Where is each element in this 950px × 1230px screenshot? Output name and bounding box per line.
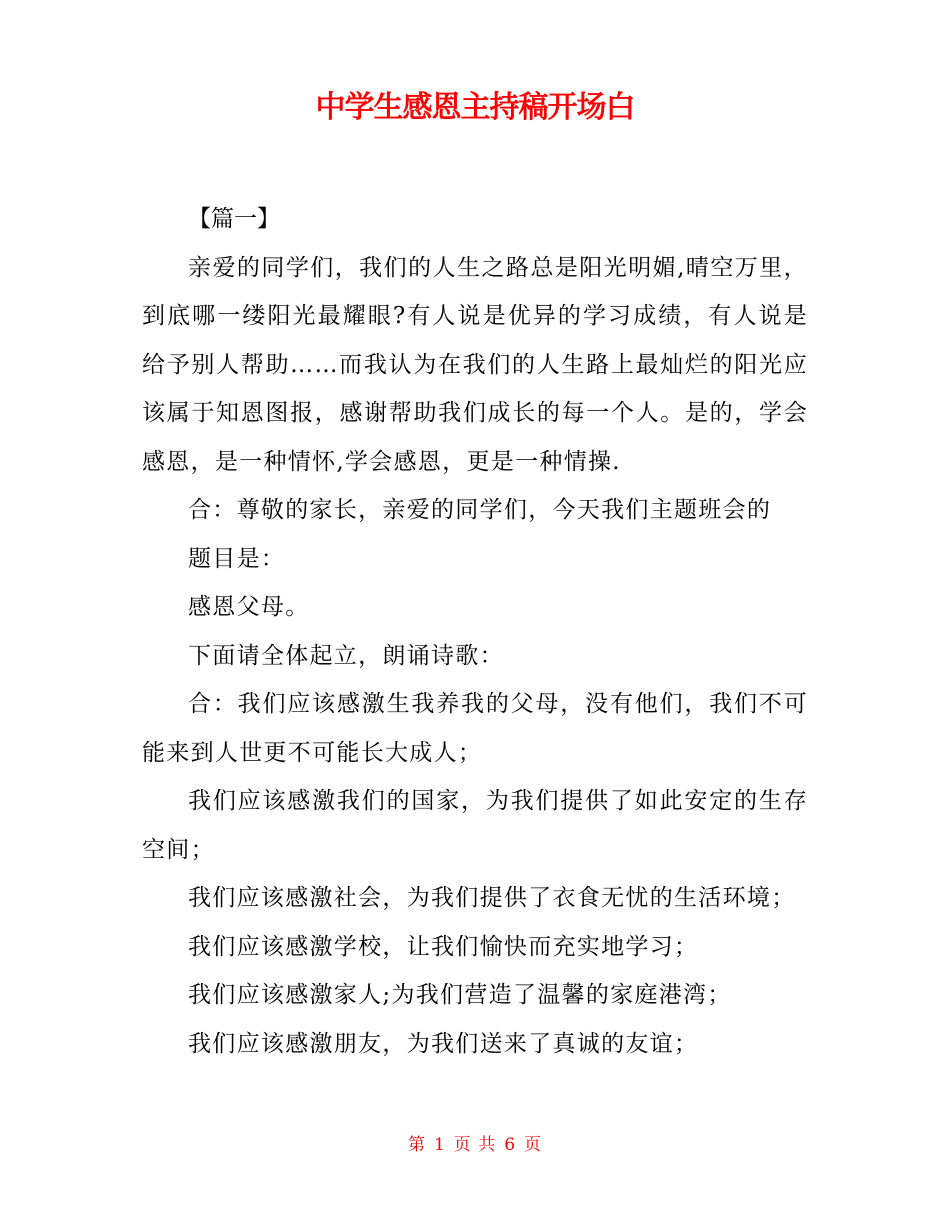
paragraph: 合：我们应该感激生我养我的父母，没有他们，我们不可能来到人世更不可能长大成人； — [142, 691, 808, 766]
paragraph: 我们应该感激学校，让我们愉快而充实地学习； — [188, 933, 699, 960]
footer-suffix: 页 — [524, 1135, 543, 1155]
paragraph: 我们应该感激朋友，为我们送来了真诚的友谊； — [188, 1030, 699, 1057]
paragraph: 题目是： — [188, 545, 286, 572]
document-title: 中学生感恩主持稿开场白 — [315, 90, 635, 125]
paragraph: 我们应该感激社会，为我们提供了衣食无忧的生活环境； — [188, 885, 796, 911]
paragraph: 感恩父母。 — [188, 594, 310, 620]
section-heading: 【篇一】 — [188, 206, 280, 232]
paragraph: 我们应该感激家人;为我们营造了温馨的家庭港湾； — [188, 982, 732, 1008]
paragraph: 下面请全体起立，朗诵诗歌： — [188, 642, 504, 669]
paragraph: 亲爱的同学们，我们的人生之路总是阳光明媚,晴空万里，到底哪一缕阳光最耀眼?有人说是优异的学习成绩，有人说是给予别人帮助……而我认为在我们的人生路上最灿烂的阳光应该属于知恩图报，感谢帮助我们成长的每一个人。是的，学会感恩，是一种情怀,学会感恩，更是一种情操. — [142, 254, 808, 475]
page-footer — [0, 1133, 950, 1157]
paragraph: 我们应该感激我们的国家，为我们提供了如此安定的生存空间； — [142, 788, 808, 863]
paragraph: 合：尊敬的家长，亲爱的同学们，今天我们主题班会的 — [188, 497, 772, 523]
document-body — [142, 195, 808, 1068]
footer-total-pages: 6 — [504, 1135, 517, 1155]
footer-mid: 页 共 — [453, 1135, 497, 1155]
footer-prefix: 第 — [407, 1135, 426, 1155]
footer-page-number: 1 — [433, 1135, 446, 1155]
